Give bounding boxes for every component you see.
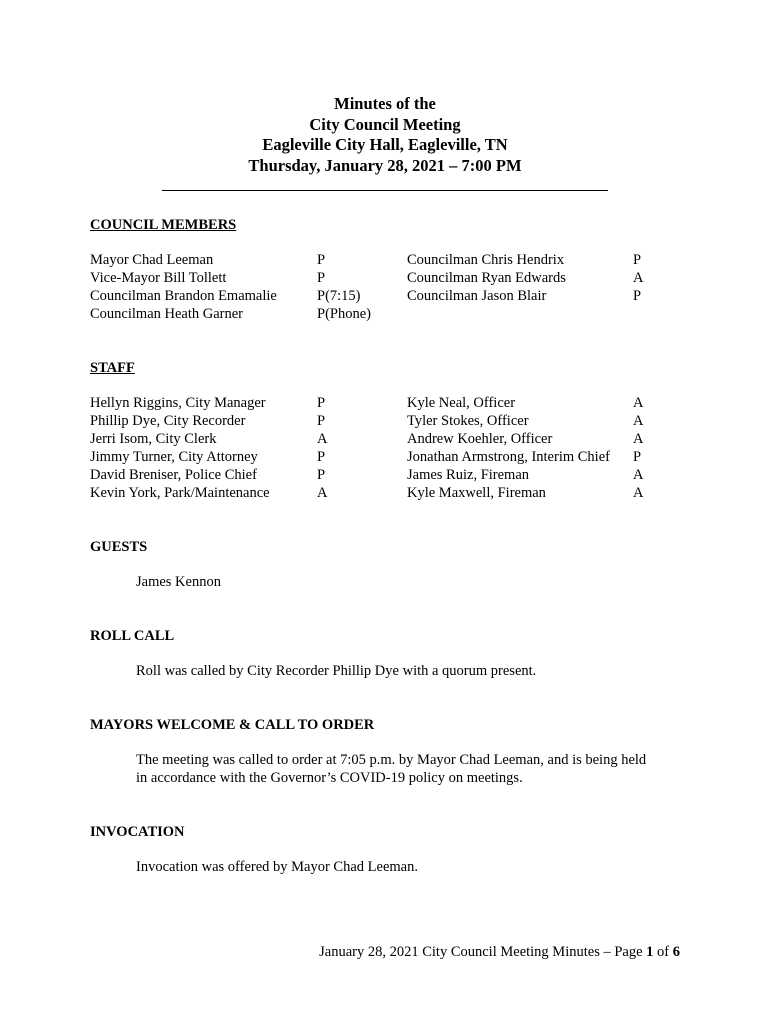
staff-status: P [317,413,326,429]
welcome-text-line-2: in accordance with the Governor’s COVID-19 policy on meetings. [136,770,523,786]
member-status: P [317,252,326,268]
invocation-heading: INVOCATION [90,824,185,840]
staff-name: Hellyn Riggins, City Manager [90,395,266,411]
member-name: Councilman Chris Hendrix [407,252,565,268]
staff-name: Jerri Isom, City Clerk [90,431,217,447]
invocation-text: Invocation was offered by Mayor Chad Leeman. [136,859,418,875]
member-name: Mayor Chad Leeman [90,252,214,268]
staff-status: A [633,413,644,429]
member-status: P [633,252,642,268]
member-status: A [633,270,644,286]
staff-status: P [317,395,326,411]
staff-name: Andrew Koehler, Officer [407,431,553,447]
council-members-heading: COUNCIL MEMBERS [90,217,237,233]
staff-status: A [633,485,644,501]
member-name: Councilman Jason Blair [407,288,547,304]
staff-status: A [317,431,328,447]
staff-heading: STAFF [90,360,135,376]
roll-call-heading: ROLL CALL [90,628,175,644]
staff-status: A [317,485,328,501]
staff-status: A [633,431,644,447]
member-status: P(7:15) [317,288,361,304]
guests-text: James Kennon [136,574,221,590]
member-name: Councilman Ryan Edwards [407,270,566,286]
staff-name: James Ruiz, Fireman [407,467,530,483]
member-name: Councilman Heath Garner [90,306,244,322]
member-name: Councilman Brandon Emamalie [90,288,277,304]
staff-status: P [317,449,326,465]
staff-status: A [633,467,644,483]
welcome-text-line-1: The meeting was called to order at 7:05 p.m. by Mayor Chad Leeman, and is being held [136,752,647,768]
footer-label: January 28, 2021 City Council Meeting Minutes – Page [319,944,647,960]
footer-of: of [653,944,673,960]
staff-name: Kyle Maxwell, Fireman [407,485,546,501]
member-status: P(Phone) [317,306,371,322]
staff-name: Tyler Stokes, Officer [407,413,529,429]
title-line-2: City Council Meeting [309,114,461,134]
welcome-heading: MAYORS WELCOME & CALL TO ORDER [90,717,375,733]
staff-name: Jimmy Turner, City Attorney [90,449,258,465]
title-divider [162,190,608,191]
document-title [0,94,770,176]
guests-heading: GUESTS [90,539,148,555]
roll-call-text: Roll was called by City Recorder Phillip Dye with a quorum present. [136,663,537,679]
member-status: P [633,288,642,304]
staff-status: A [633,395,644,411]
staff-name: Kevin York, Park/Maintenance [90,485,270,501]
staff-name: David Breniser, Police Chief [90,467,257,483]
title-line-4: Thursday, January 28, 2021 – 7:00 PM [248,155,522,175]
page-total: 6 [672,944,680,960]
title-line-3: Eagleville City Hall, Eagleville, TN [262,135,508,154]
footer-text [319,943,680,961]
member-name: Vice-Mayor Bill Tollett [90,270,227,286]
title-line-1: Minutes of the [334,94,436,113]
member-status: P [317,270,326,286]
staff-name: Jonathan Armstrong, Interim Chief [407,449,610,465]
staff-status: P [633,449,642,465]
staff-status: P [317,467,326,483]
staff-name: Kyle Neal, Officer [407,395,516,411]
page-number: 1 [646,944,654,960]
staff-name: Phillip Dye, City Recorder [90,413,246,429]
